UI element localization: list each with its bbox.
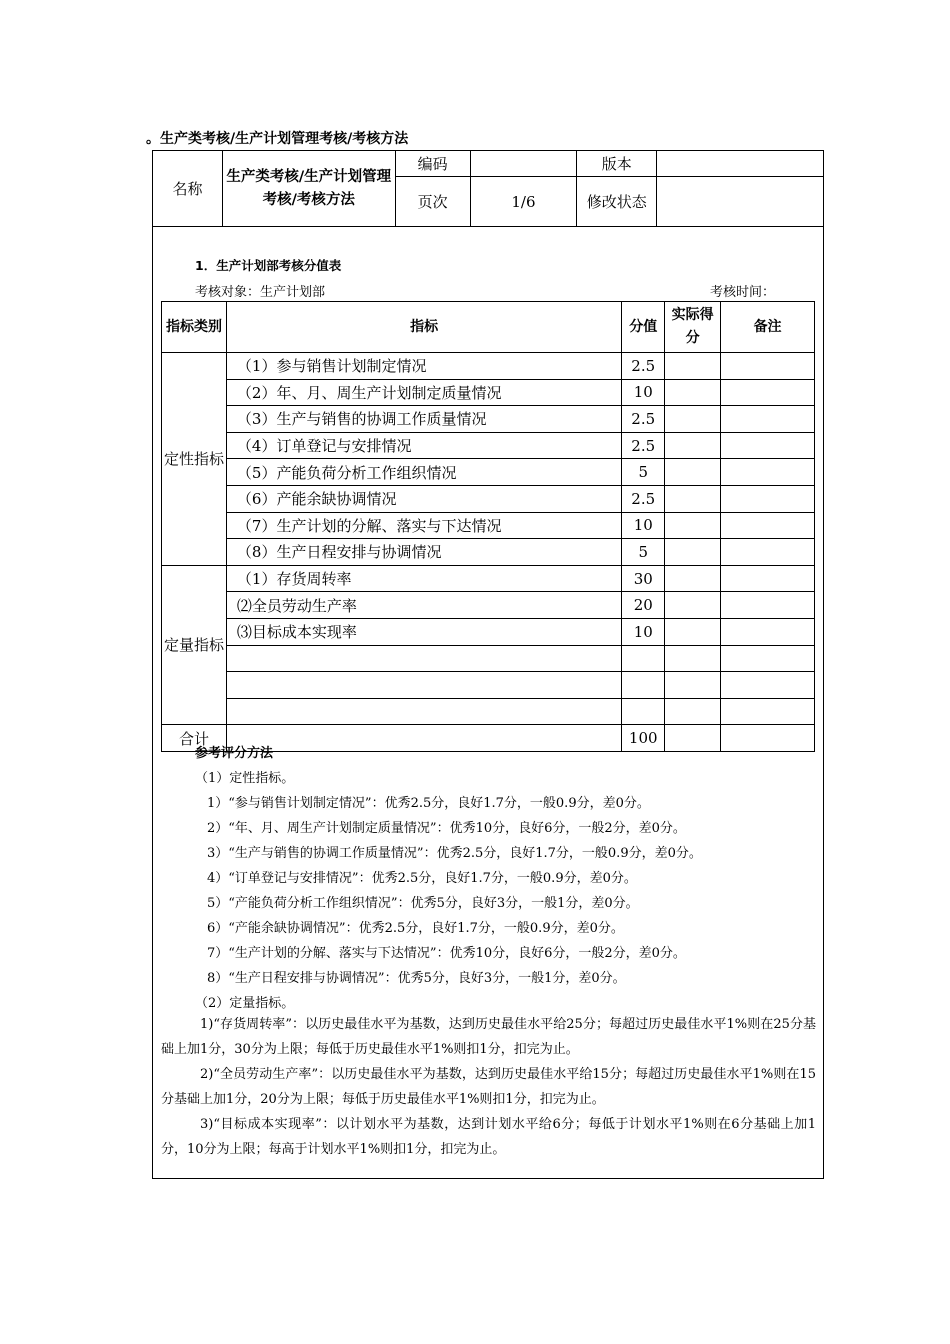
table-row bbox=[162, 592, 815, 619]
score-cell bbox=[622, 698, 665, 725]
table-row bbox=[162, 512, 815, 539]
indicator-cell: （7）生产计划的分解、落实与下达情况 bbox=[226, 512, 621, 539]
remark-cell[interactable] bbox=[721, 406, 815, 433]
remark-cell[interactable] bbox=[721, 592, 815, 619]
actual-score-cell[interactable] bbox=[665, 539, 721, 566]
table-row bbox=[162, 379, 815, 406]
revision-label: 修改状态 bbox=[577, 177, 657, 227]
remark-cell[interactable] bbox=[721, 565, 815, 592]
score-cell: 2.5 bbox=[622, 406, 665, 433]
score-cell: 2.5 bbox=[622, 485, 665, 512]
remark-cell[interactable] bbox=[721, 353, 815, 380]
total-remark-cell[interactable] bbox=[721, 725, 815, 752]
header-category: 指标类别 bbox=[162, 302, 227, 353]
indicator-cell: ⑶目标成本实现率 bbox=[226, 618, 621, 645]
actual-score-cell[interactable] bbox=[665, 485, 721, 512]
score-cell: 10 bbox=[622, 512, 665, 539]
table-row bbox=[162, 618, 815, 645]
page-label: 页次 bbox=[395, 177, 470, 227]
remark-cell[interactable] bbox=[721, 539, 815, 566]
score-cell: 30 bbox=[622, 565, 665, 592]
remark-cell[interactable] bbox=[721, 379, 815, 406]
actual-score-cell[interactable] bbox=[665, 406, 721, 433]
header-score: 分值 bbox=[622, 302, 665, 353]
score-cell: 20 bbox=[622, 592, 665, 619]
remark-cell[interactable] bbox=[721, 512, 815, 539]
reference-title: 参考评分方法 bbox=[195, 746, 274, 761]
indicator-cell: （3）生产与销售的协调工作质量情况 bbox=[226, 406, 621, 433]
qual-rule-3: 3）“生产与销售的协调工作质量情况”：优秀2.5分，良好1.7分，一般0.9分，差0分。 bbox=[207, 846, 702, 861]
time-label: 考核时间： bbox=[710, 285, 776, 300]
actual-score-cell[interactable] bbox=[665, 459, 721, 486]
table-row bbox=[162, 539, 815, 566]
indicator-cell: （4）订单登记与安排情况 bbox=[226, 432, 621, 459]
actual-score-cell[interactable] bbox=[665, 432, 721, 459]
actual-score-cell[interactable] bbox=[665, 353, 721, 380]
total-indicator-cell bbox=[226, 725, 621, 752]
version-value bbox=[657, 151, 824, 177]
qual-rule-7: 7）“生产计划的分解、落实与下达情况”：优秀10分，良好6分，一般2分，差0分。 bbox=[207, 946, 686, 961]
header-actual: 实际得分 bbox=[665, 302, 721, 353]
table-row bbox=[162, 565, 815, 592]
indicator-cell: （1）参与销售计划制定情况 bbox=[226, 353, 621, 380]
score-cell bbox=[622, 645, 665, 672]
indicator-cell bbox=[226, 698, 621, 725]
quant-rule-1: 1)“存货周转率”：以历史最佳水平为基数，达到历史最佳水平给25分；每超过历史最佳水平1%则在25分基础上加1分，30分为上限；每低于历史最佳水平1%则扣1分，扣完为止。 bbox=[161, 1017, 816, 1057]
remark-cell[interactable] bbox=[721, 645, 815, 672]
name-label: 名称 bbox=[153, 151, 223, 227]
actual-score-cell[interactable] bbox=[665, 645, 721, 672]
score-cell: 10 bbox=[622, 379, 665, 406]
table-row bbox=[162, 672, 815, 699]
score-cell: 2.5 bbox=[622, 432, 665, 459]
section-title: 1．生产计划部考核分值表 bbox=[195, 258, 342, 273]
table-row bbox=[162, 353, 815, 380]
indicator-cell bbox=[226, 645, 621, 672]
indicator-cell: （8）生产日程安排与协调情况 bbox=[226, 539, 621, 566]
remark-cell[interactable] bbox=[721, 485, 815, 512]
score-cell: 10 bbox=[622, 618, 665, 645]
indicator-cell: （6）产能余缺协调情况 bbox=[226, 485, 621, 512]
quant-rule-2: 2)“全员劳动生产率”：以历史最佳水平为基数，达到历史最佳水平给15分；每超过历史最佳水平1%则在15分基础上加1分，20分为上限；每低于历史最佳水平1%则扣1分，扣完为止。 bbox=[161, 1067, 816, 1107]
actual-score-cell[interactable] bbox=[665, 672, 721, 699]
code-value bbox=[470, 151, 577, 177]
table-row bbox=[162, 698, 815, 725]
table-row bbox=[162, 432, 815, 459]
actual-score-cell[interactable] bbox=[665, 512, 721, 539]
qual-rule-5: 5）“产能负荷分析工作组织情况”：优秀5分，良好3分，一般1分，差0分。 bbox=[207, 896, 639, 911]
qual-rule-6: 6）“产能余缺协调情况”：优秀2.5分，良好1.7分，一般0.9分，差0分。 bbox=[207, 921, 624, 936]
actual-score-cell[interactable] bbox=[665, 379, 721, 406]
qual-rule-8: 8）“生产日程安排与协调情况”：优秀5分，良好3分，一般1分，差0分。 bbox=[207, 971, 626, 986]
score-cell: 2.5 bbox=[622, 353, 665, 380]
actual-score-cell[interactable] bbox=[665, 592, 721, 619]
header-indicator: 指标 bbox=[226, 302, 621, 353]
actual-score-cell[interactable] bbox=[665, 565, 721, 592]
code-label: 编码 bbox=[395, 151, 470, 177]
remark-cell[interactable] bbox=[721, 459, 815, 486]
actual-score-cell[interactable] bbox=[665, 698, 721, 725]
total-value: 100 bbox=[622, 725, 665, 752]
table-row bbox=[162, 645, 815, 672]
header-remark: 备注 bbox=[721, 302, 815, 353]
document-title: 。生产类考核/生产计划管理考核/考核方法 bbox=[146, 131, 409, 147]
total-label: 合计 bbox=[162, 725, 227, 752]
score-cell: 5 bbox=[622, 539, 665, 566]
quant-rule-3: 3)“目标成本实现率”：以计划水平为基数，达到计划水平给6分；每低于计划水平1%则在6分基础上加1分，10分为上限；每高于计划水平1%则扣1分，扣完为止。 bbox=[161, 1117, 816, 1157]
remark-cell[interactable] bbox=[721, 432, 815, 459]
indicator-cell: （5）产能负荷分析工作组织情况 bbox=[226, 459, 621, 486]
remark-cell[interactable] bbox=[721, 672, 815, 699]
indicator-cell: ⑵全员劳动生产率 bbox=[226, 592, 621, 619]
table-row bbox=[162, 485, 815, 512]
qual-rule-2: 2）“年、月、周生产计划制定质量情况”：优秀10分，良好6分，一般2分，差0分。 bbox=[207, 821, 686, 836]
table-row bbox=[162, 459, 815, 486]
page-value: 1/6 bbox=[470, 177, 577, 227]
table-row bbox=[162, 406, 815, 433]
indicator-cell bbox=[226, 672, 621, 699]
indicator-cell: （2）年、月、周生产计划制定质量情况 bbox=[226, 379, 621, 406]
qual-rule-1: 1）“参与销售计划制定情况”：优秀2.5分，良好1.7分，一般0.9分，差0分。 bbox=[207, 796, 650, 811]
total-actual-cell[interactable] bbox=[665, 725, 721, 752]
remark-cell[interactable] bbox=[721, 618, 815, 645]
quantitative-heading: （2）定量指标。 bbox=[195, 996, 295, 1011]
indicator-cell: （1）存货周转率 bbox=[226, 565, 621, 592]
actual-score-cell[interactable] bbox=[665, 618, 721, 645]
remark-cell[interactable] bbox=[721, 698, 815, 725]
score-table bbox=[161, 301, 815, 752]
target-label: 考核对象：生产计划部 bbox=[195, 285, 326, 300]
revision-value bbox=[657, 177, 824, 227]
qual-rule-4: 4）“订单登记与安排情况”：优秀2.5分，良好1.7分，一般0.9分，差0分。 bbox=[207, 871, 637, 886]
header-table bbox=[152, 150, 824, 227]
quantitative-category-cell: 定量指标 bbox=[162, 565, 227, 725]
name-value: 生产类考核/生产计划管理考核/考核方法 bbox=[222, 151, 395, 227]
score-cell bbox=[622, 672, 665, 699]
version-label: 版本 bbox=[577, 151, 657, 177]
qualitative-category-cell: 定性指标 bbox=[162, 353, 227, 566]
qualitative-heading: （1）定性指标。 bbox=[195, 771, 295, 786]
score-cell: 5 bbox=[622, 459, 665, 486]
